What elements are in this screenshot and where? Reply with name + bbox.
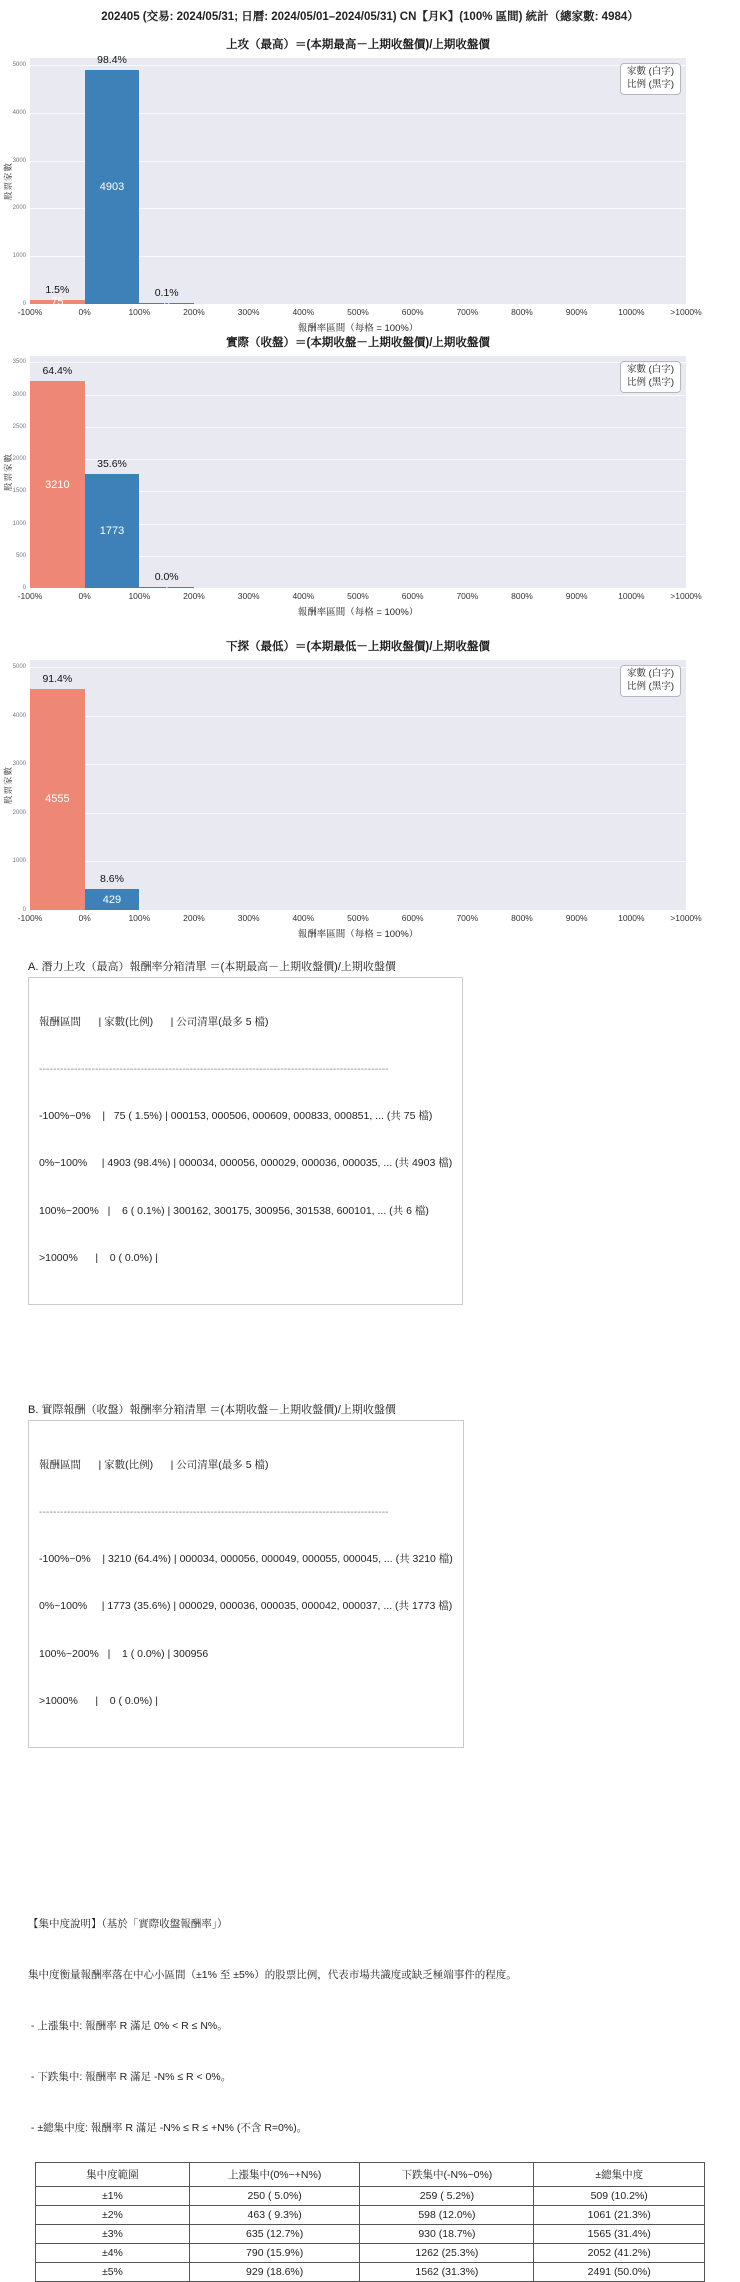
list-row: -100%~0% | 3210 (64.4%) | 000034, 000056, 000049, 000055, 000045, ... (共 3210 檔) xyxy=(39,1553,453,1565)
bar-count-label: 3210 xyxy=(45,478,70,491)
list-row: 100%~200% | 1 ( 0.0%) | 300956 xyxy=(39,1647,209,1660)
list-row: >1000% | 0 ( 0.0%) | xyxy=(39,1251,158,1264)
list-row: >1000% | 0 ( 0.0%) | xyxy=(39,1694,158,1707)
x-tick-label: 1000% xyxy=(618,591,645,601)
x-axis-label: 報酬率區間（每格 = 100%） xyxy=(297,929,419,940)
y-tick-label: 5000 xyxy=(12,664,26,671)
y-tick-label: 1000 xyxy=(12,858,26,865)
bar-count-label: 4903 xyxy=(99,180,125,193)
legend-pct-label: 比例 (黑字) xyxy=(627,680,674,692)
table-header-row xyxy=(36,2163,705,2187)
x-tick-label: 500% xyxy=(347,591,369,601)
gridline xyxy=(30,813,686,814)
legend-pct-label: 比例 (黑字) xyxy=(627,78,674,90)
cell-total: 2052 (41.2%) xyxy=(534,2244,705,2263)
x-tick-label: 200% xyxy=(183,913,205,923)
x-tick-label: 1000% xyxy=(618,913,645,923)
section-b-actual-bins xyxy=(28,1401,740,1748)
bar-count-label: 75 xyxy=(51,296,64,309)
y-axis-label: 股票家數 xyxy=(3,161,13,201)
header-cell-total: ±總集中度 xyxy=(534,2163,705,2187)
gridline xyxy=(30,427,686,428)
y-tick-label: 1000 xyxy=(12,253,26,260)
list-row: 100%~200% | 6 ( 0.1%) | 300162, 300175, 300956, 301538, 600101, ... (共 6 檔) xyxy=(39,1204,429,1217)
cell-down: 598 (12.0%) xyxy=(360,2206,534,2225)
x-tick-label: 500% xyxy=(347,913,369,923)
y-tick-label: 5000 xyxy=(12,62,26,69)
x-tick-label: 900% xyxy=(565,307,588,317)
bar-0%~100% xyxy=(85,889,140,910)
bar--100%~0% xyxy=(30,381,85,588)
table-row xyxy=(36,2225,705,2244)
y-tick-label: 2000 xyxy=(12,456,26,463)
bar-percent-label: 0.1% xyxy=(154,286,179,299)
y-tick-label: 0 xyxy=(22,301,26,307)
x-tick-label: 600% xyxy=(401,307,424,317)
list-row: 0%~100% | 4903 (98.4%) | 000034, 000056, 000029, 000036, 000035, ... (共 4903 檔) xyxy=(39,1157,453,1170)
y-tick-label: 2000 xyxy=(12,205,26,212)
x-tick-label: 800% xyxy=(511,913,533,923)
bar-count-label xyxy=(164,303,170,305)
y-tick-label: 2000 xyxy=(12,809,26,816)
cell-up: 463 ( 9.3%) xyxy=(189,2206,360,2225)
x-tick-label: 700% xyxy=(456,913,479,923)
table-row xyxy=(36,2187,705,2206)
gridline xyxy=(30,395,686,396)
legend-box xyxy=(620,361,681,393)
y-axis-label: 股票家數 xyxy=(3,452,13,492)
x-tick-label: 800% xyxy=(511,307,533,317)
bar-count-label: 4555 xyxy=(45,793,70,806)
gridline xyxy=(30,362,686,363)
bar--100%~0% xyxy=(30,296,85,309)
x-tick-label: 1000% xyxy=(618,307,645,317)
x-tick-label: 100% xyxy=(128,591,151,601)
y-tick-label: 0 xyxy=(22,585,26,591)
list-separator: ---------------------------------------------------------------------------------------------------- xyxy=(39,1505,389,1518)
cell-range: ±4% xyxy=(36,2244,190,2263)
cell-up: 929 (18.6%) xyxy=(189,2263,360,2282)
gridline xyxy=(30,667,686,668)
note-line: - ±總集中度: 報酬率 R 滿足 -N% ≤ R ≤ +N% (不含 R=0%)。 xyxy=(28,2122,308,2134)
x-tick-label: 100% xyxy=(128,913,151,923)
x-tick-label: 0% xyxy=(78,591,91,601)
cell-up: 790 (15.9%) xyxy=(189,2244,360,2263)
cell-range: ±1% xyxy=(36,2187,190,2206)
bar-percent-label: 8.6% xyxy=(100,873,124,886)
gridline xyxy=(30,459,686,460)
section-a-box xyxy=(28,977,463,1305)
y-tick-label: 3000 xyxy=(12,391,26,398)
x-tick-label: 300% xyxy=(237,591,260,601)
x-tick-label: -100% xyxy=(17,913,43,923)
table-row xyxy=(36,2206,705,2225)
table-row xyxy=(36,2244,705,2263)
y-tick-label: 1000 xyxy=(12,520,26,527)
chart-title: 下探（最低）＝(本期最低－上期收盤價)/上期收盤價 xyxy=(226,641,490,653)
y-tick-label: 4000 xyxy=(12,109,26,116)
chart-actual-close xyxy=(3,334,702,618)
chart-title: 實際（收盤）＝(本期收盤－上期收盤價)/上期收盤價 xyxy=(226,337,490,349)
x-tick-label: 900% xyxy=(565,913,588,923)
chart-upside-high xyxy=(3,36,702,334)
legend-box xyxy=(620,63,681,95)
y-tick-label: 1500 xyxy=(12,488,26,495)
x-tick-label: 500% xyxy=(347,307,369,317)
gridline xyxy=(30,716,686,717)
list-row: -100%~0% | 75 ( 1.5%) | 000153, 000506, 000609, 000833, 000851, ... (共 75 檔) xyxy=(39,1110,433,1122)
bar-0%~100% xyxy=(85,474,140,588)
bar-percent-label: 0.0% xyxy=(154,570,179,583)
table-row xyxy=(36,2263,705,2282)
bar-plot-downside xyxy=(3,660,702,923)
bar-percent-label: 91.4% xyxy=(42,672,73,685)
y-tick-label: 3000 xyxy=(12,157,26,164)
note-line: - 下跌集中: 報酬率 R 滿足 -N% ≤ R < 0%。 xyxy=(28,2071,232,2083)
x-axis-label: 報酬率區間（每格 = 100%） xyxy=(297,323,419,334)
cell-down: 930 (18.7%) xyxy=(360,2225,534,2244)
x-tick-label: 600% xyxy=(401,913,424,923)
cell-total: 509 (10.2%) xyxy=(534,2187,705,2206)
gridline xyxy=(30,65,686,66)
cell-down: 1562 (31.3%) xyxy=(360,2263,534,2282)
cell-total: 1061 (21.3%) xyxy=(534,2206,705,2225)
x-tick-label: 100% xyxy=(128,307,151,317)
cell-up: 635 (12.7%) xyxy=(189,2225,360,2244)
y-tick-label: 2500 xyxy=(12,423,26,430)
y-tick-label: 4000 xyxy=(12,712,26,719)
bar-percent-label: 98.4% xyxy=(97,53,127,66)
bar-count-label: 429 xyxy=(102,893,122,906)
list-separator: ---------------------------------------------------------------------------------------------------- xyxy=(39,1062,389,1075)
bar-100%~200% xyxy=(139,587,194,589)
gridline xyxy=(30,764,686,765)
x-tick-label: >1000% xyxy=(670,591,702,601)
bar-percent-label: 35.6% xyxy=(97,457,127,470)
bar-plot-upside xyxy=(3,53,702,317)
y-tick-label: 3000 xyxy=(12,761,26,768)
section-b-box xyxy=(28,1420,464,1748)
bar-count-label: 1773 xyxy=(99,524,125,537)
cell-range: ±5% xyxy=(36,2263,190,2282)
legend-count-label: 家數 (白字) xyxy=(627,66,674,77)
x-tick-label: 400% xyxy=(292,307,315,317)
cell-total: 1565 (31.4%) xyxy=(534,2225,705,2244)
x-tick-label: 400% xyxy=(292,591,315,601)
bar-count-label xyxy=(164,587,170,589)
header-cell-up: 上漲集中(0%~+N%) xyxy=(189,2163,360,2187)
cell-up: 250 ( 5.0%) xyxy=(189,2187,360,2206)
legend-box xyxy=(620,665,681,697)
y-tick-label: 0 xyxy=(22,907,26,913)
x-tick-label: 300% xyxy=(237,307,260,317)
bar-100%~200% xyxy=(139,303,194,305)
x-tick-label: -100% xyxy=(17,307,43,317)
x-tick-label: 800% xyxy=(511,591,533,601)
legend-count-label: 家數 (白字) xyxy=(627,364,674,375)
list-header-row: 報酬區間 | 家數(比例) | 公司清單(最多 5 檔) xyxy=(39,1015,269,1028)
x-tick-label: >1000% xyxy=(670,307,702,317)
x-tick-label: 400% xyxy=(292,913,315,923)
x-tick-label: 900% xyxy=(565,591,588,601)
section-a-upside-bins xyxy=(28,958,740,1305)
x-tick-label: 700% xyxy=(456,591,479,601)
list-header-row: 報酬區間 | 家數(比例) | 公司清單(最多 5 檔) xyxy=(39,1458,269,1471)
cell-total: 2491 (50.0%) xyxy=(534,2263,705,2282)
x-tick-label: 200% xyxy=(183,307,205,317)
x-tick-label: 600% xyxy=(401,591,424,601)
list-row: 0%~100% | 1773 (35.6%) | 000029, 000036, 000035, 000042, 000037, ... (共 1773 檔) xyxy=(39,1600,453,1613)
gridline xyxy=(30,861,686,862)
x-tick-label: 700% xyxy=(456,307,479,317)
x-tick-label: 0% xyxy=(78,913,91,923)
cell-range: ±3% xyxy=(36,2225,190,2244)
x-axis-label: 報酬率區間（每格 = 100%） xyxy=(297,607,419,618)
x-tick-label: 200% xyxy=(183,591,205,601)
legend-pct-label: 比例 (黑字) xyxy=(627,376,674,388)
cell-range: ±2% xyxy=(36,2206,190,2225)
bar-0%~100% xyxy=(85,70,140,304)
header-cell-range: 集中度範圍 xyxy=(36,2163,190,2187)
x-tick-label: >1000% xyxy=(670,913,702,923)
legend-count-label: 家數 (白字) xyxy=(627,668,674,679)
concentration-note xyxy=(28,1882,740,2154)
bar-percent-label: 64.4% xyxy=(42,365,73,378)
concentration-table xyxy=(35,2162,705,2282)
x-tick-label: -100% xyxy=(17,591,43,601)
section-a-heading: A. 潛力上攻（最高）報酬率分箱清單 ＝(本期最高－上期收盤價)/上期收盤價 xyxy=(28,961,396,973)
note-line: 集中度衡量報酬率落在中心小區間（±1% 至 ±5%）的股票比例，代表市場共識度或缺乏極端事件的程度。 xyxy=(28,1969,517,1981)
header-cell-down: 下跌集中(-N%~0%) xyxy=(360,2163,534,2187)
page-title: 202405 (交易: 2024/05/31; 日曆: 2024/05/01–2024/05/31) CN【月K】(100% 區間) 統計（總家數: 4984） xyxy=(101,11,639,23)
section-b-heading: B. 實際報酬（收盤）報酬率分箱清單 ＝(本期收盤－上期收盤價)/上期收盤價 xyxy=(28,1404,396,1416)
chart-downside-low xyxy=(3,638,702,940)
bar-percent-label: 1.5% xyxy=(45,284,70,297)
bar-plot-actual xyxy=(3,356,702,601)
x-tick-label: 300% xyxy=(237,913,260,923)
note-line: 【集中度說明】（基於「實際收盤報酬率」） xyxy=(28,1918,228,1930)
y-tick-label: 3500 xyxy=(12,359,26,366)
y-tick-label: 500 xyxy=(15,552,26,559)
bar--100%~0% xyxy=(30,689,85,910)
note-line: - 上漲集中: 報酬率 R 滿足 0% < R ≤ N%。 xyxy=(28,2020,228,2032)
cell-down: 1262 (25.3%) xyxy=(360,2244,534,2263)
cell-down: 259 ( 5.2%) xyxy=(360,2187,534,2206)
y-axis-label: 股票家數 xyxy=(3,765,13,805)
x-tick-label: 0% xyxy=(78,307,91,317)
chart-title: 上攻（最高）＝(本期最高－上期收盤價)/上期收盤價 xyxy=(226,39,490,51)
